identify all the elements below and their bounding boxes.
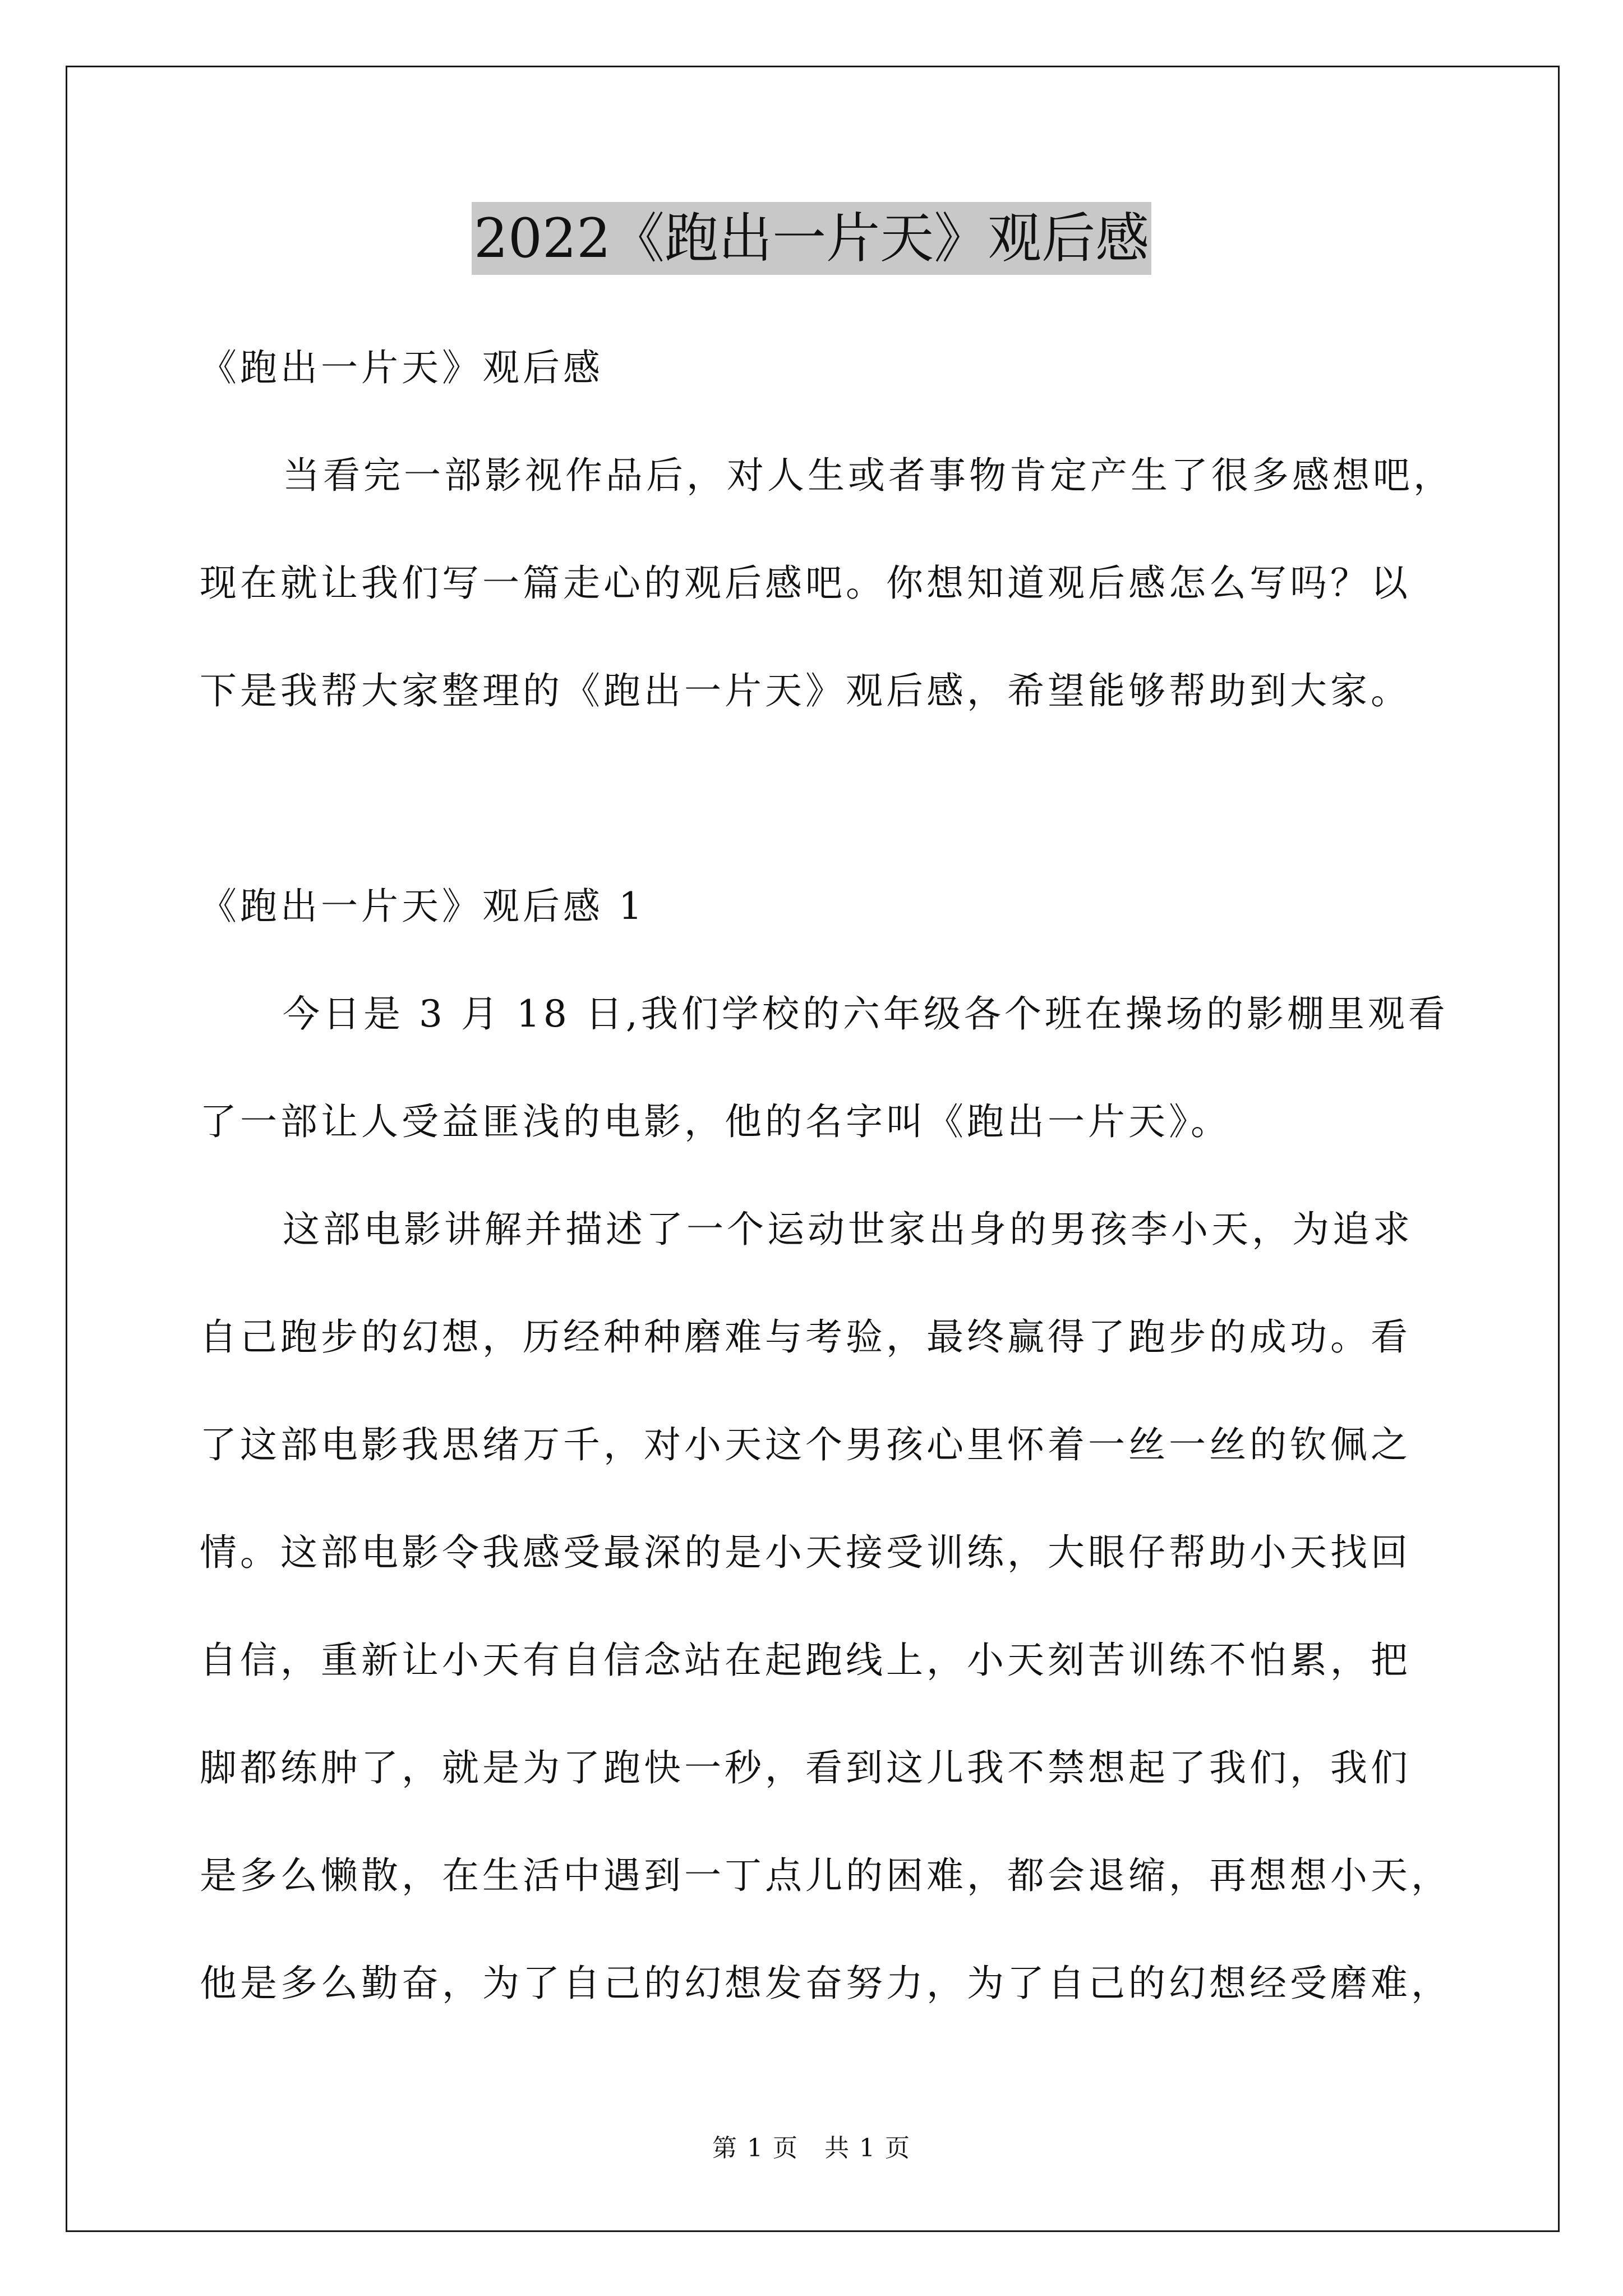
paragraph-line: 他是多么勤奋，为了自己的幻想发奋努力，为了自己的幻想经受磨难， <box>200 1962 1451 2005</box>
paragraph-line: 了这部电影我思绪万千，对小天这个男孩心里怀着一丝一丝的钦佩之 <box>200 1423 1411 1466</box>
paragraph-line: 自己跑步的幻想，历经种种磨难与考验，最终赢得了跑步的成功。看 <box>200 1315 1411 1359</box>
section-heading: 《跑出一片天》观后感 1 <box>200 885 645 928</box>
title-container <box>0 202 1623 275</box>
paragraph-line: 是多么懒散，在生活中遇到一丁点儿的困难，都会退缩，再想想小天， <box>200 1854 1451 1897</box>
intro-line: 现在就让我们写一篇走心的观后感吧。你想知道观后感怎么写吗？以 <box>200 562 1411 605</box>
page-number-footer: 第 1 页 共 1 页 <box>712 2134 911 2162</box>
blank-line <box>200 745 1433 853</box>
intro-line: 当看完一部影视作品后，对人生或者事物肯定产生了很多感想吧， <box>283 454 1454 497</box>
document-title: 2022《跑出一片天》观后感 <box>472 202 1151 275</box>
document-body <box>200 314 1454 2037</box>
intro-line: 下是我帮大家整理的《跑出一片天》观后感，希望能够帮助到大家。 <box>200 669 1411 712</box>
paragraph-line: 这部电影讲解并描述了一个运动世家出身的男孩李小天，为追求 <box>283 1208 1413 1251</box>
subtitle: 《跑出一片天》观后感 <box>200 346 603 389</box>
paragraph-line: 情。这部电影令我感受最深的是小天接受训练，大眼仔帮助小天找回 <box>200 1531 1411 1574</box>
paragraph-line: 了一部让人受益匪浅的电影，他的名字叫《跑出一片天》。 <box>200 1100 1231 1143</box>
paragraph-line: 自信，重新让小天有自信念站在起跑线上，小天刻苦训练不怕累，把 <box>200 1639 1411 1682</box>
paragraph-line: 今日是 3 月 18 日,我们学校的六年级各个班在操场的影棚里观看 <box>283 992 1449 1036</box>
paragraph-line: 脚都练肿了，就是为了跑快一秒，看到这儿我不禁想起了我们，我们 <box>200 1746 1411 1789</box>
